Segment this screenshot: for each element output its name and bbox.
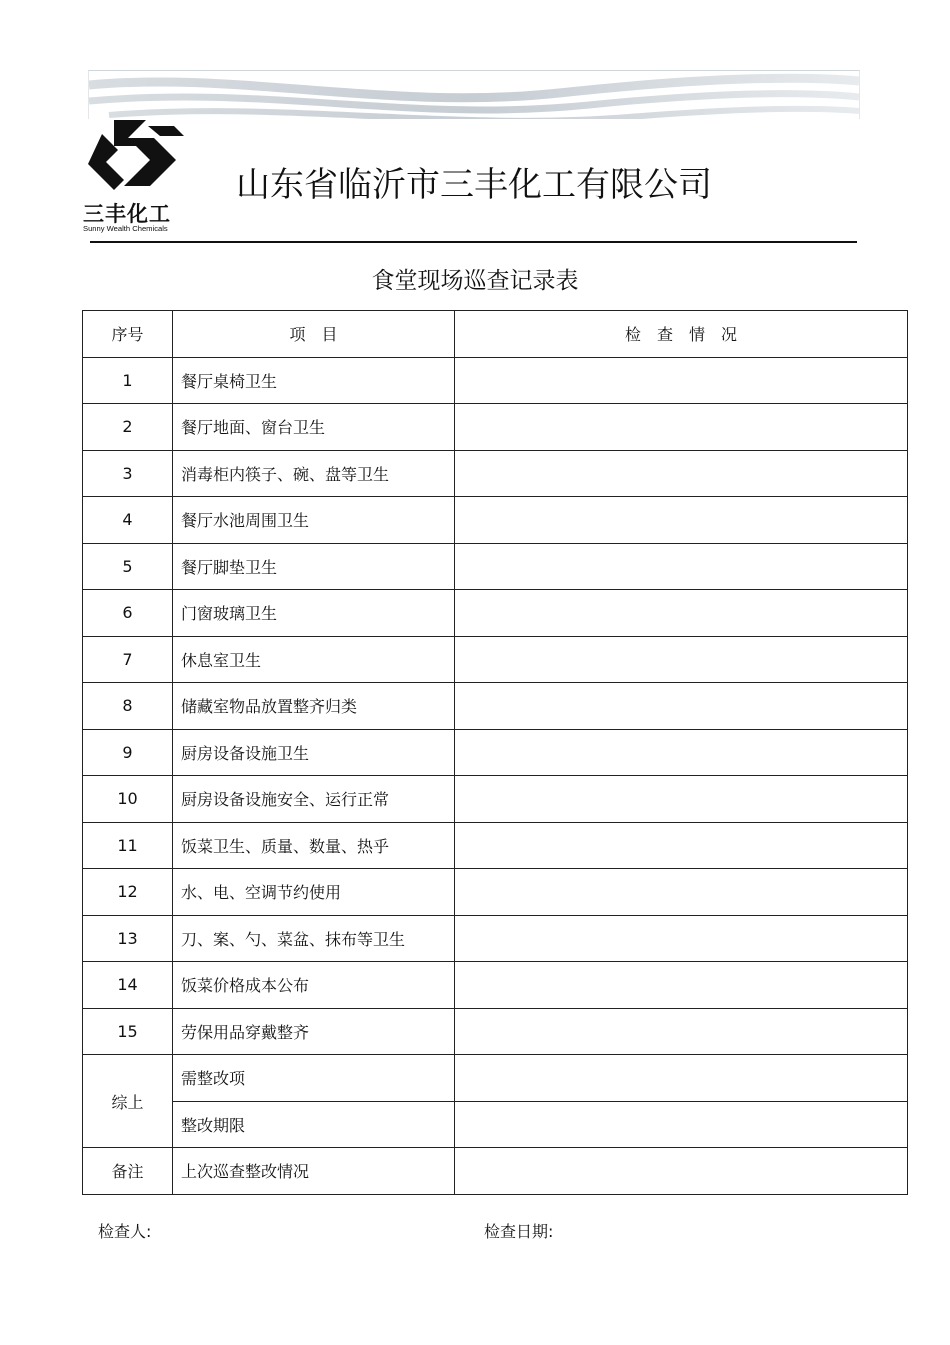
summary-check-cell[interactable] [455,1101,908,1148]
summary-check-cell[interactable] [455,1055,908,1102]
inspection-table [82,310,908,1195]
table-row [83,822,908,869]
table-row [83,915,908,962]
summary-item: 需整改项 [173,1055,455,1102]
row-check-cell[interactable] [455,404,908,451]
table-body [83,357,908,1055]
row-item: 储藏室物品放置整齐归类 [173,683,455,730]
row-check-cell[interactable] [455,450,908,497]
company-name: 山东省临沂市三丰化工有限公司 [236,165,712,205]
row-item: 餐厅桌椅卫生 [173,357,455,404]
summary-row [83,1101,908,1148]
logo-mark-icon [84,116,194,204]
row-item: 饭菜卫生、质量、数量、热乎 [173,822,455,869]
table-row [83,776,908,823]
table-row [83,357,908,404]
row-item: 餐厅地面、窗台卫生 [173,404,455,451]
row-number: 10 [83,776,173,823]
row-item: 消毒柜内筷子、碗、盘等卫生 [173,450,455,497]
row-number: 14 [83,962,173,1009]
table-row [83,636,908,683]
form-title: 食堂现场巡查记录表 [371,268,579,294]
row-number: 4 [83,497,173,544]
header-banner [88,70,860,119]
logo-en-text: Sunny Wealth Chemicals [83,224,168,233]
row-check-cell[interactable] [455,729,908,776]
summary-row [83,1055,908,1102]
row-number: 5 [83,543,173,590]
row-check-cell[interactable] [455,497,908,544]
remarks-item: 上次巡查整改情况 [173,1148,455,1195]
row-item: 餐厅水池周围卫生 [173,497,455,544]
header-item: 项 目 [173,311,455,358]
logo-cn-text: 三丰化工 [83,202,171,226]
row-number: 7 [83,636,173,683]
row-number: 15 [83,1008,173,1055]
row-number: 11 [83,822,173,869]
table-row [83,1008,908,1055]
row-item: 厨房设备设施卫生 [173,729,455,776]
wave-decoration [89,71,859,119]
row-item: 水、电、空调节约使用 [173,869,455,916]
row-check-cell[interactable] [455,590,908,637]
row-item: 门窗玻璃卫生 [173,590,455,637]
row-item: 刀、案、勺、菜盆、抹布等卫生 [173,915,455,962]
row-item: 劳保用品穿戴整齐 [173,1008,455,1055]
row-check-cell[interactable] [455,869,908,916]
row-number: 13 [83,915,173,962]
row-item: 休息室卫生 [173,636,455,683]
summary-label: 综上 [83,1055,173,1148]
table-row [83,497,908,544]
date-label: 检查日期: [484,1222,554,1241]
row-check-cell[interactable] [455,1008,908,1055]
row-check-cell[interactable] [455,962,908,1009]
row-number: 3 [83,450,173,497]
table-row [83,869,908,916]
remarks-row [83,1148,908,1195]
table-row [83,729,908,776]
table-row [83,590,908,637]
row-item: 餐厅脚垫卫生 [173,543,455,590]
row-check-cell[interactable] [455,776,908,823]
row-item: 饭菜价格成本公布 [173,962,455,1009]
header-no: 序号 [83,311,173,358]
table-row [83,962,908,1009]
row-number: 9 [83,729,173,776]
row-check-cell[interactable] [455,822,908,869]
header-check: 检 查 情 况 [455,311,908,358]
row-number: 8 [83,683,173,730]
header-divider [90,241,857,243]
table-header-row [83,311,908,358]
row-check-cell[interactable] [455,543,908,590]
table-row [83,543,908,590]
row-check-cell[interactable] [455,357,908,404]
row-check-cell[interactable] [455,683,908,730]
table-row [83,683,908,730]
inspector-label: 检查人: [98,1222,152,1241]
remarks-label: 备注 [83,1148,173,1195]
table-row [83,450,908,497]
row-check-cell[interactable] [455,915,908,962]
summary-item: 整改期限 [173,1101,455,1148]
table-row [83,404,908,451]
row-item: 厨房设备设施安全、运行正常 [173,776,455,823]
row-number: 12 [83,869,173,916]
row-check-cell[interactable] [455,636,908,683]
row-number: 6 [83,590,173,637]
row-number: 1 [83,357,173,404]
row-number: 2 [83,404,173,451]
remarks-check-cell[interactable] [455,1148,908,1195]
